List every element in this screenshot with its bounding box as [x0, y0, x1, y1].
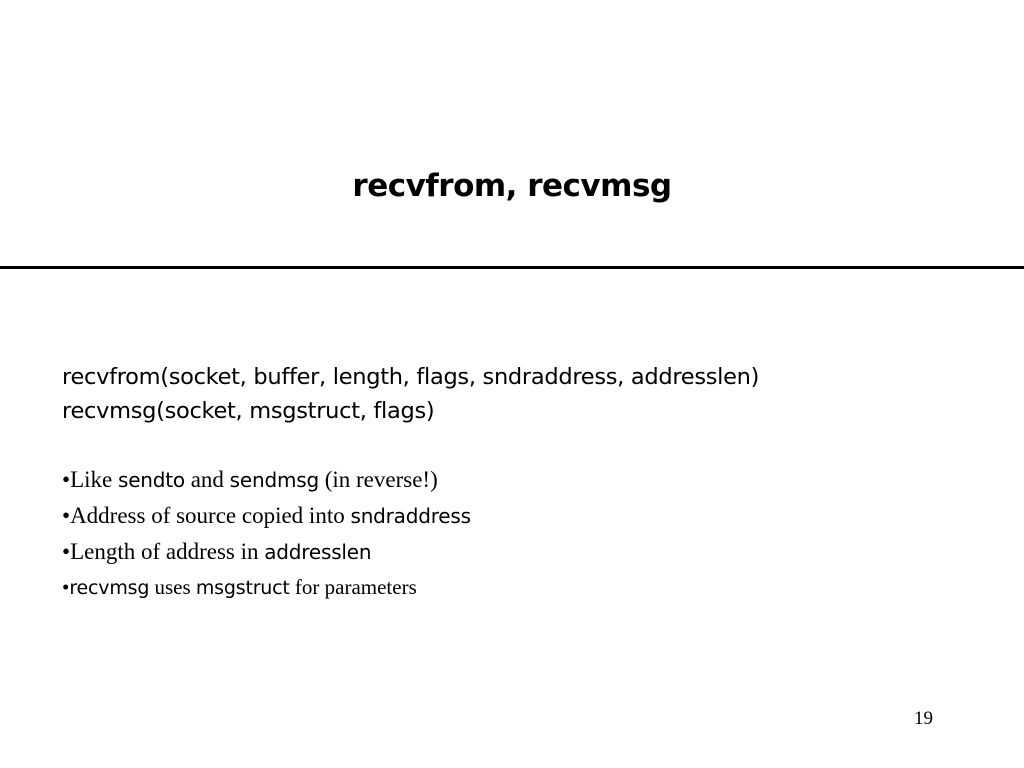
- title-divider: [0, 266, 1024, 269]
- bullet-text: for parameters: [289, 575, 417, 599]
- bullet-text: Like: [70, 467, 118, 492]
- code-term: addresslen: [264, 540, 372, 564]
- bullet-list: [62, 462, 471, 606]
- code-term: sendmsg: [229, 468, 319, 492]
- code-term: msgstruct: [195, 577, 290, 599]
- signature-recvmsg: recvmsg(socket, msgstruct, flags): [62, 398, 435, 424]
- bullet-text: Length of address in: [70, 539, 265, 564]
- bullet-text: (in reverse!): [318, 467, 438, 492]
- code-term: sendto: [117, 468, 185, 492]
- bullet-marker: •: [62, 575, 70, 599]
- page-number: 19: [914, 708, 933, 729]
- bullet-text: uses: [149, 575, 196, 599]
- bullet-item-length: [62, 534, 471, 570]
- code-term: recvmsg: [69, 577, 150, 599]
- bullet-marker: •: [62, 503, 71, 528]
- bullet-item-msgstruct: [62, 570, 471, 606]
- bullet-marker: •: [62, 467, 71, 492]
- slide-title: recvfrom, recvmsg: [352, 168, 672, 204]
- bullet-item-address: [62, 498, 471, 534]
- bullet-text: and: [184, 467, 230, 492]
- function-signatures: [62, 360, 759, 428]
- code-term: sndraddress: [350, 504, 471, 528]
- bullet-item-reverse: [62, 462, 471, 498]
- bullet-text: Address of source copied into: [70, 503, 351, 528]
- signature-recvfrom: recvfrom(socket, buffer, length, flags, sndraddress, addresslen): [62, 364, 760, 390]
- bullet-marker: •: [62, 539, 71, 564]
